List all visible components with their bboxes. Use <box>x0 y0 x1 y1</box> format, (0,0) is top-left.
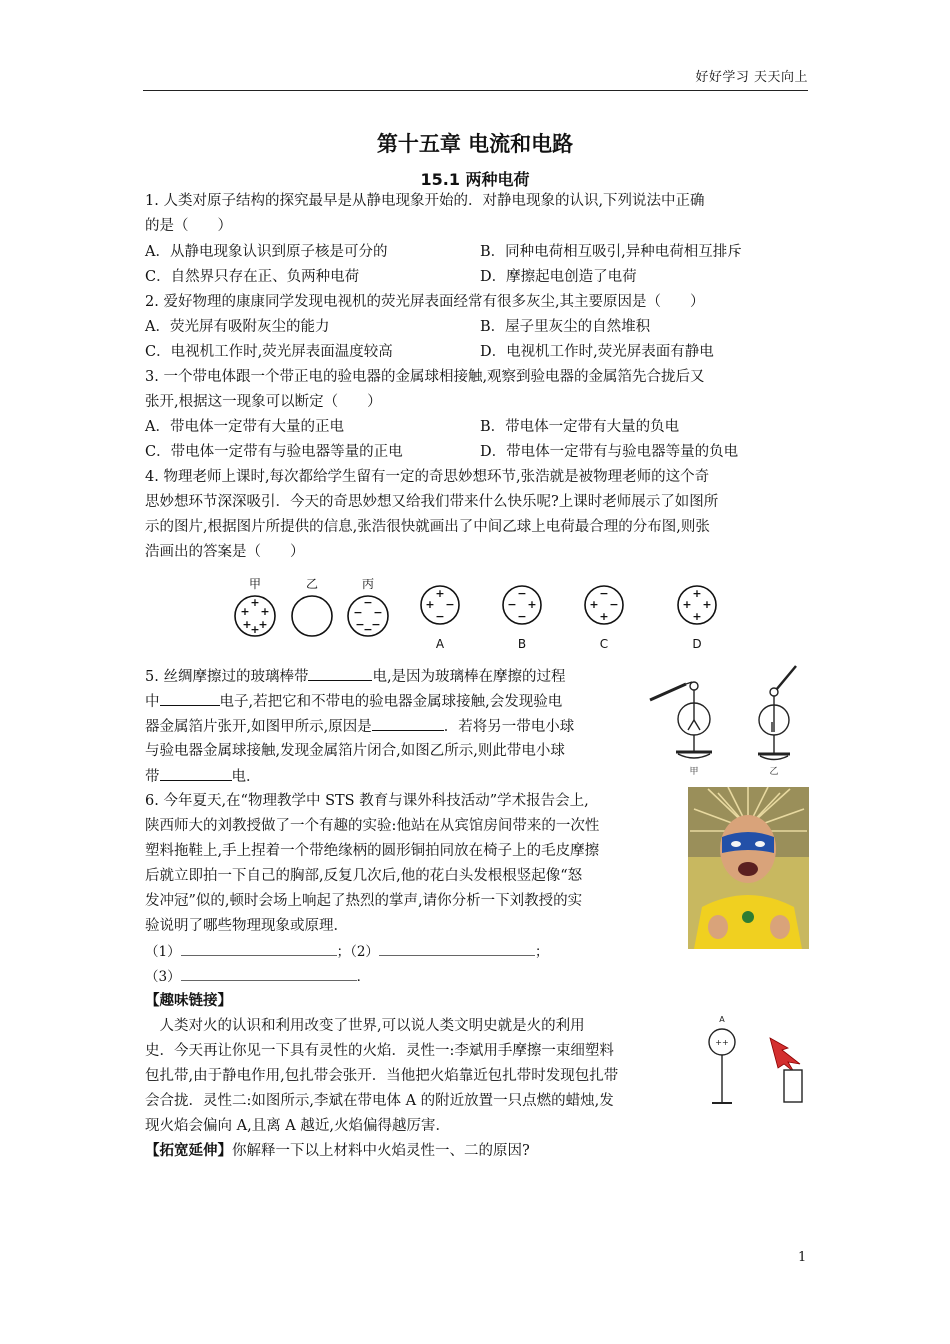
flame-icon <box>770 1038 800 1072</box>
extend-text: 你解释一下以上材料中火焰灵性一、二的原因? <box>232 1143 530 1159</box>
svg-text:−: − <box>517 587 527 600</box>
svg-text:+: + <box>435 587 445 600</box>
q3-option-d: D．带电体一定带有与验电器等量的负电 <box>480 444 739 460</box>
svg-text:−: − <box>507 598 517 611</box>
charged-body-sign: ++ <box>715 1038 729 1047</box>
fun-line3: 包扎带,由于静电作用,包扎带会张开．当他把火焰靠近包扎带时发现包扎带 <box>145 1068 619 1084</box>
svg-text:−: − <box>371 618 381 631</box>
svg-text:−: − <box>355 618 365 631</box>
candle-figure <box>698 1012 810 1110</box>
fig-label-yi: 乙 <box>769 767 779 777</box>
svg-text:+: + <box>250 623 260 636</box>
page-header <box>143 66 808 91</box>
svg-text:−: − <box>353 606 363 619</box>
ball-bing-charges <box>353 596 382 636</box>
fun-line2: 史．今天再让你见一下具有灵性的火焰．灵性一:李斌用手摩擦一束细塑料 <box>145 1043 614 1059</box>
q5-blank-3[interactable] <box>372 716 444 731</box>
fun-line4: 会合拢．灵性二:如图所示,李斌在带电体 A 的附近放置一只点燃的蜡烛,发 <box>145 1093 614 1109</box>
q1-option-a: A．从静电现象认识到原子核是可分的 <box>145 244 388 260</box>
svg-text:+: + <box>599 610 609 623</box>
svg-text:+: + <box>258 618 268 631</box>
ball-jia-charges <box>240 596 269 636</box>
svg-text:+: + <box>589 598 599 611</box>
option-label-a: A <box>435 637 445 651</box>
svg-text:−: − <box>517 610 527 623</box>
q5-line1: 5. 丝绸摩擦过的玻璃棒带 电,是因为玻璃棒在摩擦的过程 <box>145 666 566 687</box>
svg-text:+: + <box>692 587 702 600</box>
q5-blank-1[interactable] <box>308 666 372 681</box>
svg-text:−: − <box>373 606 383 619</box>
q1-option-d: D．摩擦起电创造了电荷 <box>480 269 637 285</box>
q5-line5: 带 电． <box>145 766 261 787</box>
q6-answer-line-1: （1） ；（2） ； <box>145 941 548 962</box>
charged-body-label: A <box>719 1015 725 1024</box>
svg-text:+: + <box>682 598 692 611</box>
electroscope-jia <box>650 682 712 777</box>
fig-label-jia: 甲 <box>689 767 699 777</box>
svg-text:−: − <box>609 598 619 611</box>
q6-line4: 后就立即拍一下自己的胸部,反复几次后,他的花白头发根根竖起像“怒 <box>145 868 583 884</box>
q6-blank-3[interactable] <box>181 966 357 981</box>
q3-option-a: A．带电体一定带有大量的正电 <box>145 419 344 435</box>
q3-option-c: C．带电体一定带有与验电器等量的正电 <box>145 444 403 460</box>
extend-heading: 【拓宽延伸】 <box>145 1143 232 1159</box>
svg-text:+: + <box>250 596 260 609</box>
q6-answer-line-2: （3） ． <box>145 966 370 987</box>
q6-blank-2[interactable] <box>379 941 535 956</box>
option-label-c: C <box>599 637 609 651</box>
hair-raising-photo <box>688 787 809 949</box>
q2-option-d: D．电视机工作时,荧光屏表面有静电 <box>480 344 714 360</box>
svg-text:−: − <box>445 598 455 611</box>
svg-text:−: − <box>599 587 609 600</box>
option-label-d: D <box>692 637 702 651</box>
svg-text:−: − <box>435 610 445 623</box>
svg-text:+: + <box>692 610 702 623</box>
q5-line4: 与验电器金属球接触,发现金属箔片闭合,如图乙所示,则此带电小球 <box>145 743 565 759</box>
q6-line2: 陕西师大的刘教授做了一个有趣的实验:他站在从宾馆房间带来的一次性 <box>145 818 600 834</box>
electroscope-figure <box>648 662 808 780</box>
q6-blank-1[interactable] <box>181 941 337 956</box>
svg-text:−: − <box>363 596 373 609</box>
option-d-charges <box>682 587 711 623</box>
ball-label-jia: 甲 <box>248 577 262 591</box>
ball-label-bing: 丙 <box>361 577 375 591</box>
ball-yi <box>292 596 332 636</box>
q1-stem-line1: 1. 人类对原子结构的探究最早是从静电现象开始的．对静电现象的认识,下列说法中正确 <box>145 193 705 209</box>
q2-option-c: C．电视机工作时,荧光屏表面温度较高 <box>145 344 393 360</box>
fun-line1: 人类对火的认识和利用改变了世界,可以说人类文明史就是火的利用 <box>145 1018 585 1034</box>
option-b-charges <box>507 587 536 623</box>
q1-option-b: B．同种电荷相互吸引,异种电荷相互排斥 <box>480 244 742 260</box>
svg-text:+: + <box>425 598 435 611</box>
q4-stem-line2: 思妙想环节深深吸引．今天的奇思妙想又给我们带来什么快乐呢?上课时老师展示了如图所 <box>145 494 719 510</box>
section-title: 15.1 两种电荷 <box>420 170 530 189</box>
svg-text:+: + <box>527 598 537 611</box>
fun-line5: 现火焰会偏向 A,且离 A 越近,火焰偏得越厉害． <box>145 1118 450 1134</box>
candle-icon <box>784 1070 802 1102</box>
q2-option-b: B．屋子里灰尘的自然堆积 <box>480 319 651 335</box>
q6-line5: 发冲冠”似的,顿时会场上响起了热烈的掌声,请你分析一下刘教授的实 <box>145 893 583 909</box>
q6-line3: 塑料拖鞋上,手上捏着一个带绝缘柄的圆形铜拍同放在椅子上的毛皮摩擦 <box>145 843 600 859</box>
extend-line <box>145 1141 530 1161</box>
svg-text:+: + <box>242 618 252 631</box>
q5-line3: 器金属箔片张开,如图甲所示,原因是 ．若将另一带电小球 <box>145 716 574 737</box>
q6-line6: 验说明了哪些物理现象或原理． <box>145 918 348 934</box>
q2-stem-line1: 2. 爱好物理的康康同学发现电视机的荧光屏表面经常有很多灰尘,其主要原因是（ ） <box>145 294 705 310</box>
electroscope-yi <box>758 666 796 777</box>
svg-text:+: + <box>702 598 712 611</box>
header-motto: 好好学习 天天向上 <box>695 70 808 85</box>
page-number: 1 <box>798 1250 807 1265</box>
chapter-title: 第十五章 电流和电路 <box>376 132 574 156</box>
ball-label-yi: 乙 <box>305 577 319 591</box>
q3-stem-line2: 张开,根据这一现象可以断定（ ） <box>145 394 382 410</box>
q4-stem-line3: 示的图片,根据图片所提供的信息,张浩很快就画出了中间乙球上电荷最合理的分布图,则张 <box>145 519 710 535</box>
svg-text:−: − <box>363 623 373 636</box>
option-a-charges <box>425 587 454 623</box>
q3-option-b: B．带电体一定带有大量的负电 <box>480 419 680 435</box>
q1-stem-line2: 的是（ ） <box>145 218 232 234</box>
fun-link-heading: 【趣味链接】 <box>145 993 232 1009</box>
svg-text:+: + <box>240 605 250 618</box>
option-label-b: B <box>517 637 527 651</box>
option-c-charges <box>589 587 618 623</box>
svg-text:+: + <box>260 605 270 618</box>
q5-line2: 中 电子,若把它和不带电的验电器金属球接触,会发现验电 <box>145 691 562 712</box>
q5-blank-4[interactable] <box>160 766 232 781</box>
q6-line1: 6. 今年夏天,在“物理教学中 STS 教育与课外科技活动”学术报告会上, <box>145 793 589 809</box>
q1-option-c: C．自然界只存在正、负两种电荷 <box>145 269 360 285</box>
q4-stem-line4: 浩画出的答案是（ ） <box>145 544 305 560</box>
q4-stem-line1: 4. 物理老师上课时,每次都给学生留有一定的奇思妙想环节,张浩就是被物理老师的这个奇 <box>145 469 710 485</box>
q3-stem-line1: 3. 一个带电体跟一个带正电的验电器的金属球相接触,观察到验电器的金属箔先合拢后又 <box>145 369 705 385</box>
q5-blank-2[interactable] <box>160 691 220 706</box>
q4-charge-figure <box>225 575 730 655</box>
q2-option-a: A．荧光屏有吸附灰尘的能力 <box>145 319 330 335</box>
